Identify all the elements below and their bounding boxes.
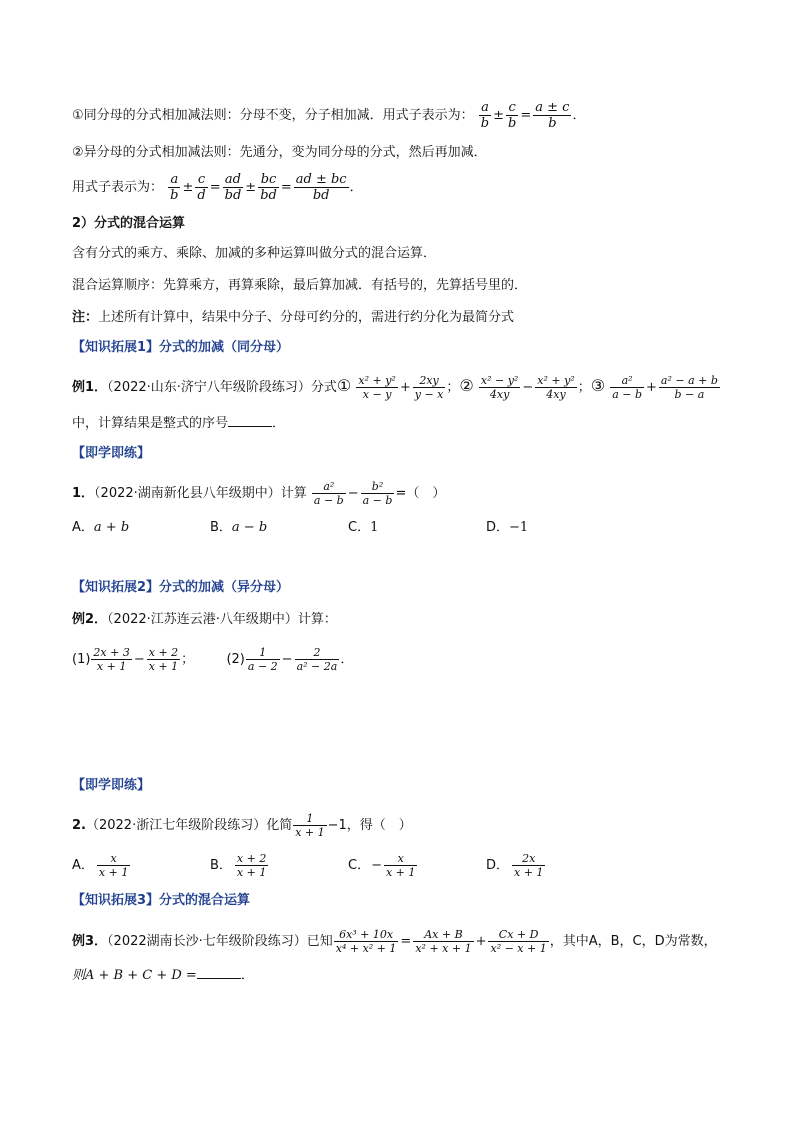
- practice2-title: 【即学即练】: [72, 778, 151, 793]
- example1-line2: 中，计算结果是整式的序号 ．: [72, 416, 286, 431]
- fraction: $\frac{a}{b}$: [480, 100, 490, 131]
- mixed-definition: 含有分式的乘方、乘除、加减的多种运算叫做分式的混合运算．: [72, 246, 437, 261]
- note-line: 注：上述所有计算中，结果中分子、分母可约分的，需进行约分化为最简分式: [72, 310, 515, 325]
- q1-option-c[interactable]: C．1: [348, 520, 379, 535]
- rule1-text: ①同分母的分式相加减法则：分母不变，分子相加减．用式子表示为：: [72, 108, 474, 123]
- question1-line: 1．（2022·湖南新化县八年级期中）计算 $\frac{\text{a²}}{a - b}$ − $\frac{\text{b²}}{a - b}$ =（ ）: [72, 480, 446, 507]
- q1-option-a[interactable]: A．a + b: [72, 520, 130, 535]
- q2-option-b[interactable]: B． $\frac{x + 2}{x + 1}$: [210, 852, 267, 879]
- q2-option-d[interactable]: D． $\frac{2x}{x + 1}$: [486, 852, 544, 879]
- rule1-line: ①同分母的分式相加减法则：分母不变，分子相加减．用式子表示为： $\frac{a}{b}$ ± $\frac{c}{b}$ = $\frac{a \pm c}{b}$ ．: [72, 100, 586, 131]
- q1-option-b[interactable]: B．a − b: [210, 520, 268, 535]
- example1-line: 例1．（2022·山东·济宁八年级阶段练习）分式① $\frac{\text{x² + y²}}{x - y}$ + $\frac{2xy}{y - x}$ ；② $\frac{\text{x² − y²}}{4xy}$ − $\frac{\text{x² + y²}}{4xy}$ ；③ $\frac{\text{a²}}{a - b}$ + $\frac{\text{a² − a + b}}{b - a}$: [72, 374, 718, 401]
- section2-title: 2）分式的混合运算: [72, 216, 186, 231]
- example2-parts: (1) $\frac{2x + 3}{x + 1}$ − $\frac{x + 2}{x + 1}$ ； (2) $\frac{1}{a - 2}$ − $\frac{2}{\text{a² − 2a}}$ ．: [72, 646, 354, 673]
- practice1-title: 【即学即练】: [72, 446, 151, 461]
- answer-blank[interactable]: [197, 966, 241, 979]
- q2-option-a[interactable]: A． $\frac{x}{x + 1}$: [72, 852, 129, 879]
- fraction: $\frac{a \pm c}{b}$: [535, 100, 570, 131]
- ext1-title: 【知识拓展1】分式的加减（同分母）: [72, 340, 290, 355]
- q1-option-d[interactable]: D．−1: [486, 520, 529, 535]
- example3-line: 例3．（2022湖南长沙·七年级阶段练习）已知 $\frac{\text{6x³ + 10x}}{\text{x⁴ + x² + 1}}$ = $\frac{Ax + B}{\text{x² + x + 1}}$ + $\frac{Cx + D}{\text{x² − x + 1}}$ ，其中A，B，C，D为常数，: [72, 928, 717, 955]
- answer-blank[interactable]: [228, 414, 272, 427]
- fraction: $\frac{c}{b}$: [508, 100, 517, 131]
- question2-line: 2.（2022·浙江七年级阶段练习）化简 $\frac{1}{x + 1}$ −1，得（ ）: [72, 812, 412, 839]
- ext2-title: 【知识拓展2】分式的加减（异分母）: [72, 580, 290, 595]
- ext3-title: 【知识拓展3】分式的混合运算: [72, 893, 251, 908]
- example3-line2: 则A + B + C + D = ．: [72, 968, 254, 983]
- example2-line: 例2．（2022·江苏连云港·八年级期中）计算：: [72, 612, 337, 627]
- rule2-formula-line: 用式子表示为： $\frac{a}{b}$ ± $\frac{c}{d}$ = $\frac{ad}{bd}$ ± $\frac{bc}{bd}$ = $\frac{ad \pm bc}{bd}$ ．: [72, 172, 363, 203]
- mixed-order: 混合运算顺序：先算乘方，再算乘除，最后算加减．有括号的，先算括号里的．: [72, 278, 528, 293]
- rule2-text: ②异分母的分式相加减法则：先通分，变为同分母的分式，然后再加减．: [72, 145, 487, 160]
- q2-option-c[interactable]: C．− $\frac{x}{x + 1}$: [348, 852, 416, 879]
